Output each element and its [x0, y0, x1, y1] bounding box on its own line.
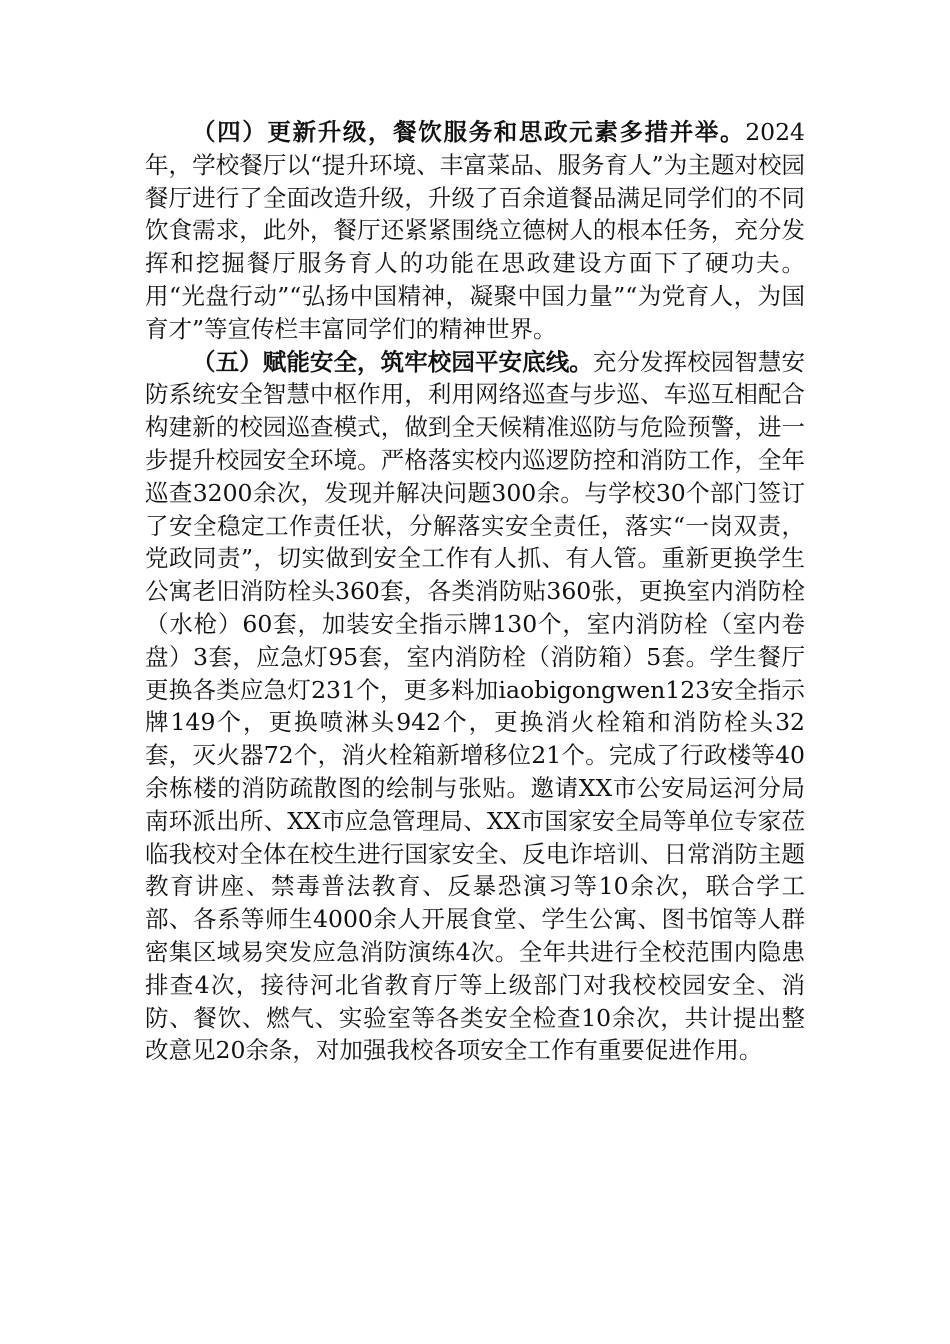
- paragraph-text: 充分发挥校园智慧安防系统安全智慧中枢作用，利用网络巡查与步巡、车巡互相配合构建新的校园巡查模式，做到全天候精准巡防与危险预警，进一步提升校园安全环境。严格落实校内巡逻防控和消防工作，全年巡查3200余次，发现并解决问题300余。与学校30个部门签订了安全稳定工作责任状，分解落实安全责任，落实“一岗双责，党政同责”，切实做到安全工作有人抓、有人管。重新更换学生公寓老旧消防栓头360套，各类消防贴360张，更换室内消防栓（水枪）60套，加装安全指示牌130个，室内消防栓（室内卷盘）3套，应急灯95套，室内消防栓（消防箱）5套。学生餐厅更换各类应急灯231个，更多料加iaobigongwen123安全指示牌149个，更换喷淋头942个，更换消火栓箱和消防栓头32套，灭火器72个，消火栓箱新增移位21个。完成了行政楼等40余栋楼的消防疏散图的绘制与张贴。邀请XX市公安局运河分局南环派出所、XX市应急管理局、XX市国家安全局等单位专家莅临我校对全体在校生进行国家安全、反电诈培训、日常消防主题教育讲座、禁毒普法教育、反暴恐演习等10余次，联合学工部、各系等师生4000余人开展食堂、学生公寓、图书馆等人群密集区域易突发应急消防演练4次。全年共进行全校范围内隐患排查4次，接待河北省教育厅等上级部门对我校校园安全、消防、餐饮、燃气、实验室等各类安全检查10余次，共计提出整改意见20余条，对加强我校各项安全工作有重要促进作用。: [145, 347, 805, 1065]
- paragraph-catering: [145, 116, 805, 346]
- section-heading-five: （五）赋能安全，筑牢校园平安底线。: [192, 347, 593, 376]
- section-heading-four: （四）更新升级，餐饮服务和思政元素多措并举。: [192, 118, 746, 146]
- document-body: [145, 116, 805, 1067]
- paragraph-text: 2024年，学校餐厅以“提升环境、丰富菜品、服务育人”为主题对校园餐厅进行了全面改造升级，升级了百余道餐品满足同学们的不同饮食需求，此外，餐厅还紧紧围绕立德树人的根本任务，充分发挥和挖掘餐厅服务育人的功能在思政建设方面下了硬功夫。用“光盘行动”“弘扬中国精神，凝聚中国力量”“为党育人，为国育才”等宣传栏丰富同学们的精神世界。: [145, 118, 805, 343]
- paragraph-safety: [145, 346, 805, 1068]
